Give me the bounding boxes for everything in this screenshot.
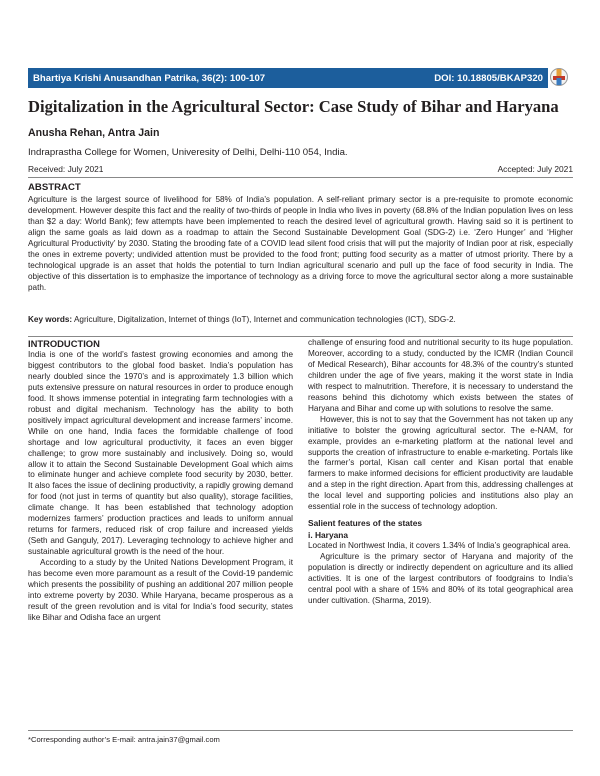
- intro-paragraph-1: India is one of the world’s fastest growing economies and among the biggest contributors to the global food basket. India’s population has nearly doubled since the 1970’s and is approximately 1.3 billion which puts extensive pressure on natural resources in order to produce enough food. It shows immense potential in integrating farm technologies with a robust and digital mechanism. Technology has the ability to both positively impact agricultural development and increase farmers’ income. While on one hand, India faces the formidable challenge of food shortage and low agricultural productivity, it faces an even bigger challenge; to grow more sustainably and inclusively. Doing so, would allow it to attain the Second Sustainable Development Goal which aims to eliminate hunger and achieve complete food security by 2030, better. It also faces the issue of declining productivity, a rapidly growing demand for food (not just in terms of quantity but also quality), storage facilities, climate change. It has been established that technology adoption modernizes farmers’ production practices and leads to uniform annual returns for farmers, reduced risk of crop failure and increased yields (Seth and Ganguly, 2017). Leveraging technology to achieve higher and sustainable agricultural growth is the need of the hour.: [28, 350, 293, 557]
- introduction-heading: INTRODUCTION: [28, 338, 100, 349]
- abstract-heading: ABSTRACT: [28, 182, 81, 193]
- intro-paragraph-3: However, this is not to say that the Government has not taken up any initiative to bolster the growing agricultural sector. The e-NAM, for example, provides an e-marketing platform at the national level and supports the creation of infrastructure to enable e-marketing. Portals like the farmer’s portal, Kisan call center and Kisan portal that enable farmers to make informed decisions for efficient productivity are laudable and a step in the right direction. Apart from this, addressing challenges at the local level and supporting policies and institutions also play an essential role in the success of technology adoption.: [308, 414, 573, 512]
- keywords: [28, 315, 573, 324]
- accepted-date: Accepted: July 2021: [497, 164, 573, 174]
- body-column-left: [28, 338, 293, 624]
- abstract-text: Agriculture is the largest source of livelihood for 58% of India’s population. A self-reliant primary sector is a pre-requisite to promote economic development. However despite this fact and the reality of two-thirds of people in India who lives in poverty (68.8% of the Indian population lives on less than $2 a day: World Bank); few attempts have been implemented to reach the desired level of agricultural growth. Having said so it is pertinent to align the same goals as laid down as a roadmap to attain the Second Sustainable Development Goal (SDG-2) i.e. ‘Zero Hunger’ and ‘Higher Agricultural Productivity’ by 2030. Stating the brooding fate of a COVID lead silent food crisis that will put the majority of Indian poor at risk, especially the ones in extreme poverty; undivided attention must be provided to the food front; putting food security as a matter of utmost priority. There by a technological upgrade is an asset that holds the potential to turn Indian agricultural scenario and pull up the face of food security in India. The objective of this dissertation is to emphasize the importance of technology as a driving force to move the agricultural sector along a more sustainable path.: [28, 195, 573, 292]
- divider: [28, 730, 573, 731]
- intro-paragraph-2-continued: challenge of ensuring food and nutritional security to its huge population. Moreover, according to a study, conducted by the ICMR (Indian Council of Medical Research), Bihar accounts for 48.3% of the country’s stunted children under the age of five years, making it the worst state in India with respect to malnutrition. Therefore, it is necessary to understand the reasons behind this dichotomy which exists between the states of Haryana and Bihar and come up with solutions to resolve the same.: [308, 338, 573, 413]
- received-date: Received: July 2021: [28, 164, 104, 174]
- corresponding-author-footnote: *Corresponding author’s E-mail: antra.jain37@gmail.com: [28, 735, 220, 744]
- body-column-right: [308, 338, 573, 607]
- affiliation: Indraprastha College for Women, Univeresity of Delhi, Delhi-110 054, India.: [28, 147, 348, 158]
- intro-paragraph-2: According to a study by the United Nations Development Program, it has become even more paramount as a result of the Covid-19 pandemic which presents the possibility of pushing an additional 207 million people into extreme poverty by 2030. While Haryana, became prosperous as a result of the green revolution and is vital for India’s food security, states like Bihar and Odisha face an urgent: [28, 558, 293, 622]
- journal-banner: [28, 68, 548, 88]
- haryana-paragraph-2: Agriculture is the primary sector of Haryana and majority of the population is directly or indirectly dependent on agriculture and its allied activities. It is one of the largest contributors of foodgrains to India’s central pool with a share of 15% and 80% of its total geographical area under cultivation. (Sharma, 2019).: [308, 552, 573, 606]
- keywords-label: Key words:: [28, 315, 73, 324]
- divider: [28, 336, 573, 337]
- paper-title: Digitalization in the Agricultural Sector: Case Study of Bihar and Haryana: [28, 97, 559, 116]
- keywords-text: Agriculture, Digitalization, Internet of things (IoT), Internet and communication technologies (ICT), SDG-2.: [73, 315, 456, 324]
- crossmark-icon[interactable]: [549, 66, 569, 88]
- haryana-paragraph-1: Located in Northwest India, it covers 1.34% of India’s geographical area.: [308, 541, 571, 551]
- salient-features-heading: Salient features of the states: [308, 518, 423, 529]
- divider: [28, 177, 573, 178]
- journal-citation: Bhartiya Krishi Anusandhan Patrika, 36(2): 100-107: [33, 72, 266, 84]
- author-list: Anusha Rehan, Antra Jain: [28, 127, 160, 139]
- doi-link[interactable]: DOI: 10.18805/BKAP320: [434, 72, 543, 84]
- haryana-subheading: i. Haryana: [308, 530, 349, 541]
